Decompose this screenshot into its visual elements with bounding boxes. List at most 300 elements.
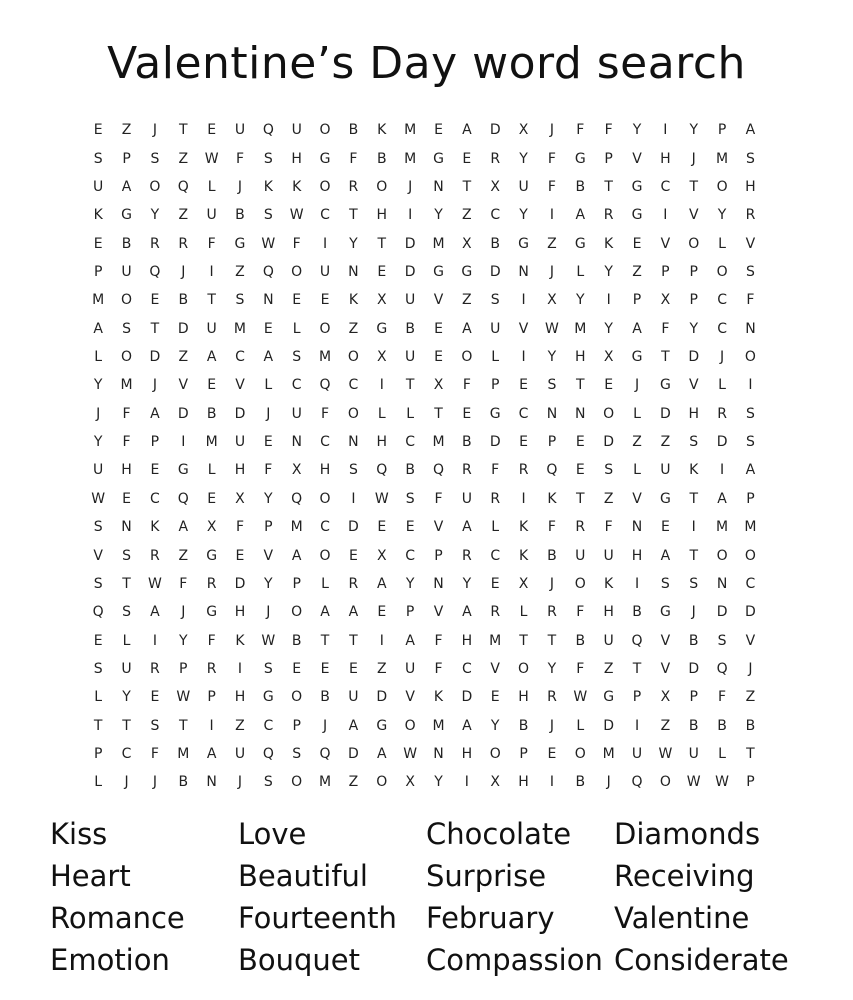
grid-letter[interactable]: Z (632, 434, 642, 451)
grid-letter[interactable]: J (124, 774, 129, 791)
grid-letter[interactable]: W (91, 490, 106, 507)
grid-letter[interactable]: T (122, 717, 131, 734)
grid-letter[interactable]: A (206, 746, 217, 763)
grid-letter[interactable]: P (207, 689, 216, 706)
grid-letter[interactable]: A (575, 207, 586, 224)
grid-letter[interactable]: J (152, 377, 157, 394)
grid-letter[interactable]: P (689, 689, 698, 706)
grid-letter[interactable]: A (660, 547, 671, 564)
grid-letter[interactable]: P (264, 519, 273, 536)
grid-letter[interactable]: Y (519, 207, 528, 224)
grid-letter[interactable]: L (519, 604, 528, 621)
grid-letter[interactable]: T (405, 377, 415, 394)
grid-letter[interactable]: H (234, 604, 246, 621)
grid-letter[interactable]: T (207, 292, 216, 309)
grid-letter[interactable]: T (576, 490, 585, 507)
grid-letter[interactable]: F (547, 178, 556, 195)
grid-letter[interactable]: R (490, 490, 501, 507)
grid-letter[interactable]: I (549, 207, 554, 224)
grid-letter[interactable]: L (264, 377, 273, 394)
grid-letter[interactable]: O (291, 263, 303, 280)
grid-letter[interactable]: A (632, 320, 642, 337)
grid-letter[interactable]: G (659, 604, 671, 621)
grid-letter[interactable]: L (406, 405, 415, 422)
grid-letter[interactable]: O (688, 235, 700, 252)
grid-letter[interactable]: X (291, 462, 302, 479)
grid-letter[interactable]: V (433, 292, 444, 309)
grid-letter[interactable]: S (263, 661, 273, 677)
grid-letter[interactable]: C (291, 377, 302, 394)
grid-letter[interactable]: O (291, 689, 303, 706)
grid-letter[interactable]: N (433, 178, 444, 195)
grid-letter[interactable]: S (122, 320, 131, 337)
grid-letter[interactable]: S (93, 661, 103, 677)
grid-letter[interactable]: O (716, 547, 728, 564)
grid-letter[interactable]: B (291, 632, 302, 649)
grid-letter[interactable]: P (746, 774, 755, 791)
grid-letter[interactable]: H (376, 207, 388, 224)
grid-letter[interactable]: W (686, 774, 701, 791)
grid-letter[interactable]: G (376, 320, 388, 337)
grid-letter[interactable]: V (518, 320, 529, 337)
grid-letter[interactable]: B (575, 178, 586, 195)
grid-letter[interactable]: Y (150, 207, 160, 224)
grid-letter[interactable]: F (235, 519, 244, 536)
grid-letter[interactable]: B (320, 689, 330, 706)
grid-letter[interactable]: B (632, 604, 642, 621)
grid-letter[interactable]: F (264, 462, 273, 479)
grid-letter[interactable]: B (745, 717, 756, 734)
grid-letter[interactable]: Y (576, 292, 585, 309)
grid-letter[interactable]: B (178, 292, 189, 309)
grid-letter[interactable]: R (745, 207, 756, 224)
grid-letter[interactable]: A (263, 349, 274, 366)
grid-letter[interactable]: F (292, 235, 301, 252)
grid-letter[interactable]: A (462, 122, 472, 139)
grid-letter[interactable]: Y (490, 717, 500, 734)
grid-letter[interactable]: F (207, 632, 216, 649)
grid-letter[interactable]: I (720, 462, 725, 479)
grid-letter[interactable]: I (634, 717, 640, 734)
grid-letter[interactable]: P (150, 434, 160, 451)
grid-letter[interactable]: V (405, 689, 415, 706)
grid-letter[interactable]: H (518, 689, 529, 706)
grid-letter[interactable]: U (575, 547, 586, 564)
grid-letter[interactable]: X (206, 519, 217, 536)
grid-letter[interactable]: O (319, 178, 331, 195)
grid-letter[interactable]: S (93, 150, 103, 167)
grid-letter[interactable]: I (464, 774, 469, 791)
grid-letter[interactable]: B (405, 462, 415, 479)
grid-letter[interactable]: D (688, 661, 700, 677)
grid-letter[interactable]: K (292, 178, 302, 195)
grid-letter[interactable]: J (549, 575, 554, 592)
grid-letter[interactable]: M (432, 434, 445, 451)
grid-letter[interactable]: I (663, 122, 668, 139)
grid-letter[interactable]: X (518, 575, 529, 592)
grid-letter[interactable]: G (433, 150, 444, 167)
grid-letter[interactable]: E (632, 235, 642, 252)
grid-letter[interactable]: Y (604, 263, 613, 280)
grid-letter[interactable]: A (462, 320, 472, 337)
grid-letter[interactable]: A (150, 604, 160, 621)
grid-letter[interactable]: U (93, 178, 104, 195)
grid-letter[interactable]: C (490, 547, 501, 564)
grid-letter[interactable]: V (433, 519, 444, 536)
grid-letter[interactable]: Z (348, 320, 359, 337)
grid-letter[interactable]: R (150, 661, 160, 677)
grid-letter[interactable]: R (547, 689, 557, 706)
grid-letter[interactable]: E (490, 689, 500, 706)
grid-letter[interactable]: P (292, 575, 301, 592)
grid-letter[interactable]: I (379, 377, 384, 394)
grid-letter[interactable]: D (489, 263, 501, 280)
grid-letter[interactable]: F (547, 519, 556, 536)
grid-letter[interactable]: J (408, 178, 413, 195)
grid-letter[interactable]: Y (547, 661, 557, 677)
grid-letter[interactable]: M (290, 519, 303, 536)
grid-letter[interactable]: B (575, 632, 586, 649)
grid-letter[interactable]: M (120, 377, 133, 394)
grid-letter[interactable]: U (405, 661, 416, 677)
grid-letter[interactable]: V (688, 207, 699, 224)
grid-letter[interactable]: V (688, 377, 699, 394)
grid-letter[interactable]: I (549, 774, 554, 791)
grid-letter[interactable]: N (546, 405, 558, 422)
grid-letter[interactable]: P (661, 263, 670, 280)
grid-letter[interactable]: L (633, 405, 641, 422)
grid-letter[interactable]: H (688, 405, 699, 422)
grid-letter[interactable]: A (462, 717, 472, 734)
grid-letter[interactable]: O (716, 178, 728, 195)
grid-letter[interactable]: T (547, 632, 557, 649)
grid-letter[interactable]: E (207, 122, 217, 139)
grid-letter[interactable]: P (490, 377, 500, 394)
grid-letter[interactable]: K (433, 689, 444, 706)
grid-letter[interactable]: F (150, 746, 159, 763)
grid-letter[interactable]: E (93, 122, 103, 139)
grid-letter[interactable]: D (489, 434, 501, 451)
grid-letter[interactable]: I (606, 292, 611, 309)
grid-letter[interactable]: G (234, 235, 246, 252)
grid-letter[interactable]: I (322, 235, 328, 252)
grid-letter[interactable]: E (207, 377, 217, 394)
grid-letter[interactable]: Y (405, 575, 415, 592)
grid-letter[interactable]: F (434, 661, 443, 677)
grid-letter[interactable]: S (717, 632, 727, 649)
grid-letter[interactable]: G (489, 405, 501, 422)
grid-letter[interactable]: Y (434, 207, 443, 224)
grid-letter[interactable]: B (462, 434, 472, 451)
grid-letter[interactable]: T (689, 178, 698, 195)
grid-letter[interactable]: H (660, 150, 671, 167)
grid-letter[interactable]: H (291, 150, 302, 167)
grid-letter[interactable]: O (291, 604, 303, 621)
grid-letter[interactable]: O (716, 263, 728, 280)
grid-letter[interactable]: U (121, 661, 132, 677)
grid-letter[interactable]: Q (262, 263, 274, 280)
grid-letter[interactable]: B (206, 405, 217, 422)
grid-letter[interactable]: K (547, 490, 557, 507)
grid-letter[interactable]: P (689, 292, 698, 309)
grid-letter[interactable]: S (235, 292, 245, 309)
grid-letter[interactable]: M (489, 632, 502, 649)
grid-letter[interactable]: P (122, 150, 131, 167)
grid-letter[interactable]: H (319, 462, 331, 479)
grid-letter[interactable]: U (291, 405, 302, 422)
grid-letter[interactable]: F (207, 235, 216, 252)
grid-letter[interactable]: R (206, 575, 217, 592)
grid-letter[interactable]: M (92, 292, 105, 309)
grid-letter[interactable]: P (434, 547, 443, 564)
grid-letter[interactable]: Z (235, 263, 245, 280)
grid-letter[interactable]: C (320, 207, 330, 224)
grid-letter[interactable]: N (518, 263, 529, 280)
grid-letter[interactable]: G (518, 235, 529, 252)
grid-letter[interactable]: G (659, 377, 671, 394)
grid-letter[interactable]: E (150, 462, 160, 479)
grid-letter[interactable]: Z (376, 661, 387, 677)
grid-letter[interactable]: S (263, 774, 273, 791)
grid-letter[interactable]: F (321, 405, 330, 422)
grid-letter[interactable]: I (521, 292, 526, 309)
grid-letter[interactable]: V (178, 377, 189, 394)
grid-letter[interactable]: E (377, 519, 387, 536)
grid-letter[interactable]: O (319, 547, 331, 564)
grid-letter[interactable]: H (518, 774, 529, 791)
grid-letter[interactable]: V (263, 547, 274, 564)
grid-letter[interactable]: Z (632, 263, 642, 280)
grid-letter[interactable]: O (319, 490, 331, 507)
grid-letter[interactable]: R (178, 235, 189, 252)
grid-letter[interactable]: Q (631, 774, 643, 791)
grid-letter[interactable]: M (716, 519, 729, 536)
grid-letter[interactable]: U (518, 178, 529, 195)
grid-letter[interactable]: F (718, 689, 727, 706)
grid-letter[interactable]: U (603, 547, 614, 564)
grid-letter[interactable]: J (549, 717, 554, 734)
grid-letter[interactable]: F (547, 150, 556, 167)
grid-letter[interactable]: S (660, 575, 670, 592)
grid-letter[interactable]: F (235, 150, 244, 167)
grid-letter[interactable]: X (433, 377, 444, 394)
grid-letter[interactable]: A (206, 349, 217, 366)
grid-letter[interactable]: M (432, 235, 445, 252)
grid-letter[interactable]: Z (462, 292, 472, 309)
grid-letter[interactable]: L (718, 746, 726, 763)
grid-letter[interactable]: G (319, 150, 331, 167)
grid-letter[interactable]: O (489, 746, 501, 763)
grid-letter[interactable]: F (661, 320, 670, 337)
grid-letter[interactable]: Z (660, 434, 671, 451)
grid-letter[interactable]: Y (93, 377, 103, 394)
grid-letter[interactable]: I (663, 207, 668, 224)
grid-letter[interactable]: A (348, 604, 359, 621)
grid-letter[interactable]: J (237, 178, 243, 195)
grid-letter[interactable]: H (603, 604, 614, 621)
grid-letter[interactable]: E (462, 150, 472, 167)
grid-letter[interactable]: J (181, 604, 186, 621)
grid-letter[interactable]: X (376, 349, 387, 366)
grid-letter[interactable]: Q (319, 377, 331, 394)
grid-letter[interactable]: C (320, 519, 330, 536)
grid-letter[interactable]: X (376, 292, 387, 309)
grid-letter[interactable]: B (547, 547, 557, 564)
grid-letter[interactable]: Y (93, 434, 103, 451)
grid-letter[interactable]: M (319, 774, 332, 791)
grid-letter[interactable]: F (122, 405, 131, 422)
grid-letter[interactable]: H (745, 178, 756, 195)
grid-letter[interactable]: X (490, 774, 500, 791)
grid-letter[interactable]: O (121, 349, 133, 366)
grid-letter[interactable]: T (576, 377, 585, 394)
grid-letter[interactable]: F (746, 292, 755, 309)
grid-letter[interactable]: C (150, 490, 160, 507)
grid-letter[interactable]: S (689, 434, 699, 451)
grid-letter[interactable]: U (121, 263, 132, 280)
grid-letter[interactable]: M (716, 150, 729, 167)
grid-letter[interactable]: A (320, 604, 330, 621)
grid-letter[interactable]: Q (631, 632, 643, 649)
grid-letter[interactable]: S (263, 207, 273, 224)
grid-letter[interactable]: A (291, 547, 302, 564)
grid-letter[interactable]: X (660, 689, 671, 706)
grid-letter[interactable]: L (207, 462, 216, 479)
grid-letter[interactable]: O (518, 661, 530, 677)
grid-letter[interactable]: D (659, 405, 671, 422)
grid-letter[interactable]: O (744, 547, 756, 564)
grid-letter[interactable]: W (403, 746, 418, 763)
grid-letter[interactable]: Q (92, 604, 104, 621)
grid-letter[interactable]: X (547, 292, 557, 309)
grid-letter[interactable]: R (461, 462, 472, 479)
grid-letter[interactable]: U (291, 122, 302, 139)
grid-letter[interactable]: V (490, 661, 500, 677)
grid-letter[interactable]: Z (603, 490, 614, 507)
grid-letter[interactable]: I (152, 632, 157, 649)
grid-letter[interactable]: W (715, 774, 729, 791)
grid-letter[interactable]: E (377, 604, 387, 621)
grid-letter[interactable]: Z (178, 349, 189, 366)
grid-letter[interactable]: M (404, 150, 417, 167)
grid-letter[interactable]: P (689, 263, 698, 280)
grid-letter[interactable]: S (604, 462, 614, 479)
grid-letter[interactable]: U (405, 292, 416, 309)
grid-letter[interactable]: L (94, 774, 103, 791)
grid-letter[interactable]: F (434, 632, 443, 649)
grid-letter[interactable]: H (461, 746, 473, 763)
grid-letter[interactable]: J (322, 717, 328, 734)
grid-letter[interactable]: M (205, 434, 218, 451)
grid-letter[interactable]: T (689, 490, 698, 507)
grid-letter[interactable]: K (604, 575, 614, 592)
grid-letter[interactable]: G (659, 490, 671, 507)
grid-letter[interactable]: P (717, 122, 727, 139)
grid-letter[interactable]: B (376, 150, 387, 167)
grid-letter[interactable]: O (404, 717, 416, 734)
grid-letter[interactable]: J (748, 661, 753, 677)
grid-letter[interactable]: E (519, 377, 528, 394)
grid-letter[interactable]: A (348, 717, 359, 734)
grid-letter[interactable]: V (745, 632, 756, 649)
grid-letter[interactable]: I (209, 717, 214, 734)
grid-letter[interactable]: V (93, 547, 103, 564)
grid-letter[interactable]: S (689, 575, 699, 592)
grid-letter[interactable]: E (547, 746, 557, 763)
grid-letter[interactable]: G (177, 462, 189, 479)
grid-letter[interactable]: O (291, 774, 303, 791)
grid-letter[interactable]: K (518, 547, 529, 564)
grid-letter[interactable]: C (717, 320, 727, 337)
grid-letter[interactable]: V (745, 235, 756, 252)
grid-letter[interactable]: I (181, 434, 186, 451)
grid-letter[interactable]: F (434, 490, 443, 507)
grid-letter[interactable]: O (574, 746, 586, 763)
grid-letter[interactable]: D (177, 320, 189, 337)
grid-letter[interactable]: G (206, 604, 218, 621)
grid-letter[interactable]: J (152, 774, 157, 791)
grid-letter[interactable]: G (433, 263, 444, 280)
grid-letter[interactable]: L (207, 178, 216, 195)
grid-letter[interactable]: Y (604, 320, 613, 337)
grid-letter[interactable]: H (631, 547, 643, 564)
grid-letter[interactable]: W (289, 207, 304, 224)
grid-letter[interactable]: Q (177, 178, 189, 195)
grid-letter[interactable]: C (717, 292, 727, 309)
grid-letter[interactable]: K (93, 207, 103, 224)
grid-letter[interactable]: O (376, 774, 388, 791)
grid-letter[interactable]: S (292, 349, 302, 366)
grid-letter[interactable]: J (237, 774, 243, 791)
grid-letter[interactable]: C (235, 349, 245, 366)
grid-letter[interactable]: M (574, 320, 587, 337)
grid-letter[interactable]: E (604, 377, 614, 394)
grid-letter[interactable]: G (121, 207, 132, 224)
grid-letter[interactable]: Q (716, 661, 728, 677)
grid-letter[interactable]: J (266, 604, 271, 621)
grid-letter[interactable]: F (576, 604, 585, 621)
grid-letter[interactable]: P (632, 292, 642, 309)
grid-letter[interactable]: N (291, 434, 302, 451)
grid-letter[interactable]: I (351, 490, 356, 507)
grid-letter[interactable]: R (461, 547, 472, 564)
grid-letter[interactable]: A (93, 320, 103, 337)
grid-letter[interactable]: E (575, 434, 585, 451)
grid-letter[interactable]: F (462, 377, 471, 394)
grid-letter[interactable]: D (603, 434, 615, 451)
grid-letter[interactable]: N (206, 774, 217, 791)
grid-letter[interactable]: L (576, 717, 585, 734)
grid-letter[interactable]: U (234, 434, 246, 451)
grid-letter[interactable]: B (121, 235, 132, 252)
grid-letter[interactable]: W (374, 490, 389, 507)
grid-letter[interactable]: X (405, 774, 415, 791)
grid-letter[interactable]: X (660, 292, 671, 309)
grid-letter[interactable]: U (234, 122, 246, 139)
grid-letter[interactable]: A (178, 519, 189, 536)
grid-letter[interactable]: C (490, 207, 501, 224)
grid-letter[interactable]: W (147, 575, 162, 592)
grid-letter[interactable]: Y (122, 689, 131, 706)
grid-letter[interactable]: T (689, 547, 698, 564)
grid-letter[interactable]: T (661, 349, 670, 366)
grid-letter[interactable]: U (603, 632, 614, 649)
grid-letter[interactable]: N (348, 434, 359, 451)
grid-letter[interactable]: S (746, 434, 755, 451)
grid-letter[interactable]: K (150, 519, 160, 536)
grid-letter[interactable]: S (150, 150, 160, 167)
grid-letter[interactable]: E (150, 689, 160, 706)
